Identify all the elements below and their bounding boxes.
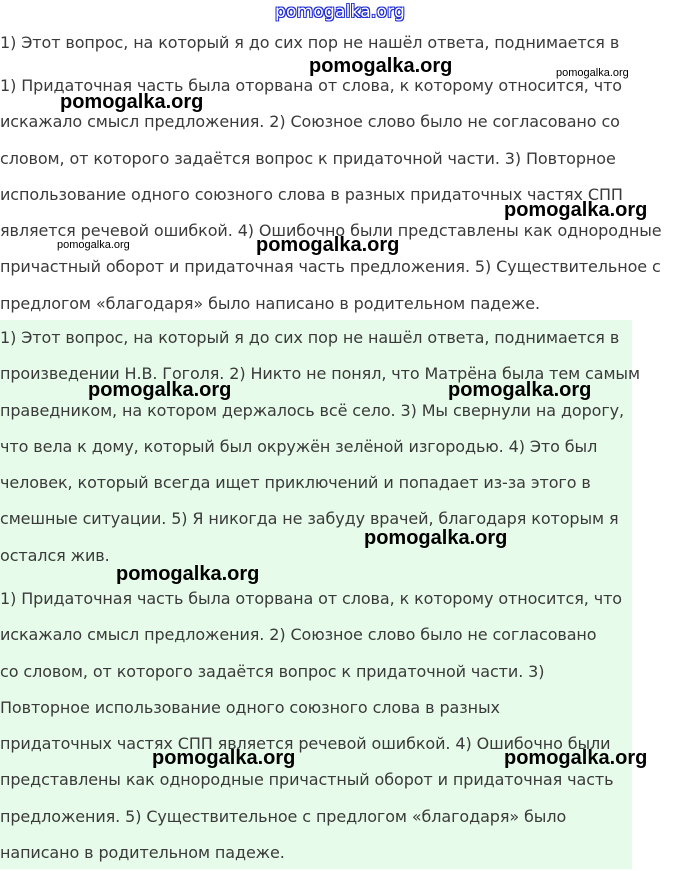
watermark: pomogalka.org: [504, 199, 648, 221]
watermark: pomogalka.org: [116, 563, 260, 585]
text-line: предложения. 5) Существительное с предлогом «благодаря» было: [0, 806, 567, 826]
watermark: pomogalka.org: [60, 91, 204, 113]
watermark: pomogalka.org: [57, 239, 130, 251]
watermark: pomogalka.org: [152, 747, 296, 769]
text-line: является речевой ошибкой. 4) Ошибочно были представлены как однородные: [0, 221, 662, 241]
text-line: произведении Н.В. Гоголя. 2) Никто не понял, что Матрёна была тем самым: [0, 364, 640, 384]
text-line: Повторное использование одного союзного слова в разных: [0, 697, 500, 717]
text-line: со словом, от которого задаётся вопрос к придаточной части. 3): [0, 661, 545, 681]
text-line: искажало смысл предложения. 2) Союзное слово было не согласовано: [0, 625, 597, 645]
sentences-block: [0, 320, 640, 574]
text-line: праведником, на котором держалось всё село. 3) Мы свернули на дорогу,: [0, 400, 625, 420]
watermark: pomogalka.org: [256, 234, 400, 256]
watermark: pomogalka.org: [88, 379, 232, 401]
text-line: смешные ситуации. 5) Я никогда не забуду врачей, благодаря которым я: [0, 509, 619, 529]
text-line: словом, от которого задаётся вопрос к придаточной части. 3) Повторное: [0, 148, 616, 168]
text-line: 1) Этот вопрос, на который я до сих пор не нашёл ответа, поднимается в: [0, 33, 620, 52]
text-line: использование одного союзного слова в разных придаточных частях СПП: [0, 184, 623, 204]
watermark: pomogalka.org: [448, 379, 592, 401]
text-line: 1) Придаточная часть была оторвана от слова, к которому относится, что: [0, 76, 622, 95]
text-line: придаточных частях СПП является речевой ошибкой. 4) Ошибочно были: [0, 734, 611, 754]
text-line: остался жив.: [0, 545, 110, 565]
text-line: человек, который всегда ищет приключений и попадает из-за этого в: [0, 473, 591, 493]
watermark: pomogalka.org: [504, 747, 648, 769]
text-line: 1) Этот вопрос, на который я до сих пор не нашёл ответа, поднимается в: [0, 328, 620, 347]
watermark: pomogalka.org: [309, 55, 453, 77]
answer-bottom: [0, 581, 622, 871]
watermark: pomogalka.org: [364, 527, 508, 549]
watermark: pomogalka.org: [556, 67, 629, 79]
text-line: причастный оборот и придаточная часть предложения. 5) Существительное с: [0, 257, 661, 277]
text-line: написано в родительном падеже.: [0, 843, 285, 863]
text-line: 1) Придаточная часть была оторвана от слова, к которому относится, что: [0, 589, 622, 608]
text-line: искажало смысл предложения. 2) Союзное слово было не согласовано со: [0, 112, 620, 132]
text-line: что вела к дому, который был окружён зелёной изгородью. 4) Это был: [0, 436, 598, 456]
text-line: предлогом «благодаря» было написано в родительном падеже.: [0, 293, 540, 313]
text-line: представлены как однородные причастный оборот и придаточная часть: [0, 770, 614, 790]
site-logo[interactable]: pomogalka.org: [275, 2, 405, 22]
